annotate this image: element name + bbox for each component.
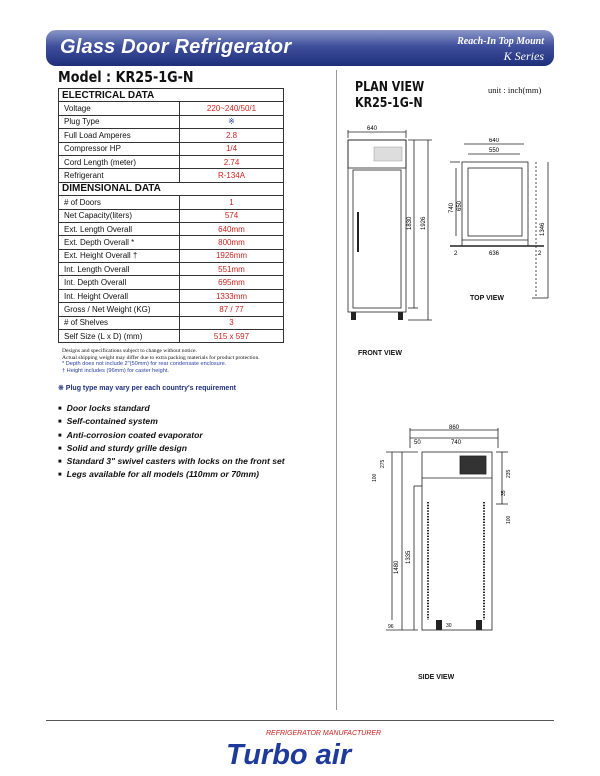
spec-value: 515 x 597 [180,330,284,343]
table-row [59,330,284,343]
top-inner-depth-dim: 650 [457,200,463,211]
top-door-open-dim: 1346 [540,222,546,236]
top-depth-dim: 740 [449,202,455,213]
spec-label: Int. Height Overall [59,289,180,302]
spec-value: 2.74 [180,155,284,168]
spec-label: Refrigerant [59,169,180,182]
list-item: ■ Solid and sturdy grille design [58,442,285,455]
side-view-drawing [362,424,512,638]
page-title: Glass Door Refrigerator [60,36,292,58]
spec-value: 1/4 [180,142,284,155]
table-row [59,236,284,249]
spec-label: Cord Length (meter) [59,155,180,168]
spec-label: Plug Type [59,115,180,128]
spec-label: Net Capacity(liters) [59,209,180,222]
column-divider [336,70,337,710]
side-top-dim: 275 [380,459,386,468]
table-row [59,209,284,222]
spec-value: 2.8 [180,129,284,142]
table-row [59,196,284,209]
table-row [59,222,284,235]
spec-value: 695mm [180,276,284,289]
side-depth-dim: 740 [450,440,462,446]
top-bottom-width-dim: 636 [488,251,500,257]
side-width-dim: 860 [448,425,460,431]
side-interior-height-dim: 1335 [406,550,412,564]
spec-value: R-134A [180,169,284,182]
spec-value: 574 [180,209,284,222]
top-view-drawing [448,138,556,300]
list-item: ■ Legs available for all models (110mm or 70mm) [58,468,285,481]
dimensional-section-header: DIMENSIONAL DATA [59,182,284,195]
front-total-height-dim: 1926 [421,216,427,230]
spec-label: Full Load Amperes [59,129,180,142]
list-item: ■ Door locks standard [58,402,285,415]
footer-rule [46,720,554,721]
table-row [59,115,284,128]
spec-label: Gross / Net Weight (KG) [59,303,180,316]
spec-value: 1 [180,196,284,209]
logo-brand: Turbo air [226,739,352,770]
table-row [59,249,284,262]
plan-title: PLAN VIEW [355,80,425,95]
top-width-dim: 640 [488,138,500,144]
table-row [59,129,284,142]
unit-label: unit : inch(mm) [488,85,542,95]
spec-label: Int. Depth Overall [59,276,180,289]
spec-label: Self Size (L x D) (mm) [59,330,180,343]
side-upper-dim: 100 [372,473,378,482]
spec-label: Compressor HP [59,142,180,155]
side-right-low-dim: 100 [506,515,512,524]
top-view-label: TOP VIEW [470,295,504,302]
title-banner [46,30,554,66]
table-row [59,155,284,168]
spec-value: 640mm [180,222,284,235]
side-view-label: SIDE VIEW [418,674,455,681]
product-series: K Series [503,49,544,63]
product-type: Reach-In Top Mount [457,36,544,47]
top-inner-width-dim: 550 [488,148,500,154]
electrical-section-header: ELECTRICAL DATA [59,89,284,102]
spec-value: 1926mm [180,249,284,262]
front-view-label: FRONT VIEW [358,350,402,357]
top-gap-left-dim: 2 [454,251,458,257]
plan-model: KR25-1G-N [355,96,423,111]
spec-label: Voltage [59,102,180,115]
model-number: Model : KR25-1G-N [58,68,194,86]
front-width-dim: 640 [366,126,378,132]
table-row [59,169,284,182]
plug-note: ※ Plug type may vary per each country's requirement [58,385,236,392]
spec-table [58,88,284,343]
spec-value: 551mm [180,263,284,276]
spec-label: # of Doors [59,196,180,209]
spec-label: Ext. Length Overall [59,222,180,235]
spec-value: ※ [180,115,284,128]
plan-view-title [355,80,424,112]
footnote-depth: * Depth does not include 2"(50mm) for rear condensate enclosure. [62,361,227,368]
footnote: Actual shipping weight may differ due to extra packing materials for product protection. [62,354,260,361]
side-height-dim: 1480 [394,560,400,574]
spec-label: # of Shelves [59,316,180,329]
feature-list [58,402,285,482]
spec-label: Int. Length Overall [59,263,180,276]
spec-label: Ext. Height Overall † [59,249,180,262]
side-right-mid-dim: 35 [501,490,507,496]
spec-value: 3 [180,316,284,329]
table-row [59,289,284,302]
table-row [59,263,284,276]
spec-value: 87 / 77 [180,303,284,316]
table-row [59,316,284,329]
spec-value: 800mm [180,236,284,249]
side-right-top-dim: 235 [506,469,512,478]
footnote: Designs and specifications subject to change without notice. [62,348,197,354]
spec-value: 220~240/50/1 [180,102,284,115]
table-row [59,102,284,115]
spec-label: Ext. Depth Overall * [59,236,180,249]
table-row [59,276,284,289]
side-caster-dim: 96 [388,624,394,630]
turbo-air-logo [222,726,382,770]
spec-value: 1333mm [180,289,284,302]
side-bottom-dim: 30 [446,623,452,629]
logo-tagline: REFRIGERATOR MANUFACTURER [266,730,382,737]
list-item: ■ Anti-corrosion coated evaporator [58,429,285,442]
list-item: ■ Standard 3" swivel casters with locks on the front set [58,455,285,468]
table-row [59,303,284,316]
footnotes [62,348,260,374]
table-row [59,142,284,155]
side-offset-dim: 50 [414,440,421,446]
footnote-height: † Height includes (96mm) for caster height. [62,367,169,374]
list-item: ■ Self-contained system [58,415,285,428]
top-gap-right-dim: 2 [538,251,542,257]
front-height-dim: 1830 [407,216,413,230]
front-view-drawing [338,120,448,332]
